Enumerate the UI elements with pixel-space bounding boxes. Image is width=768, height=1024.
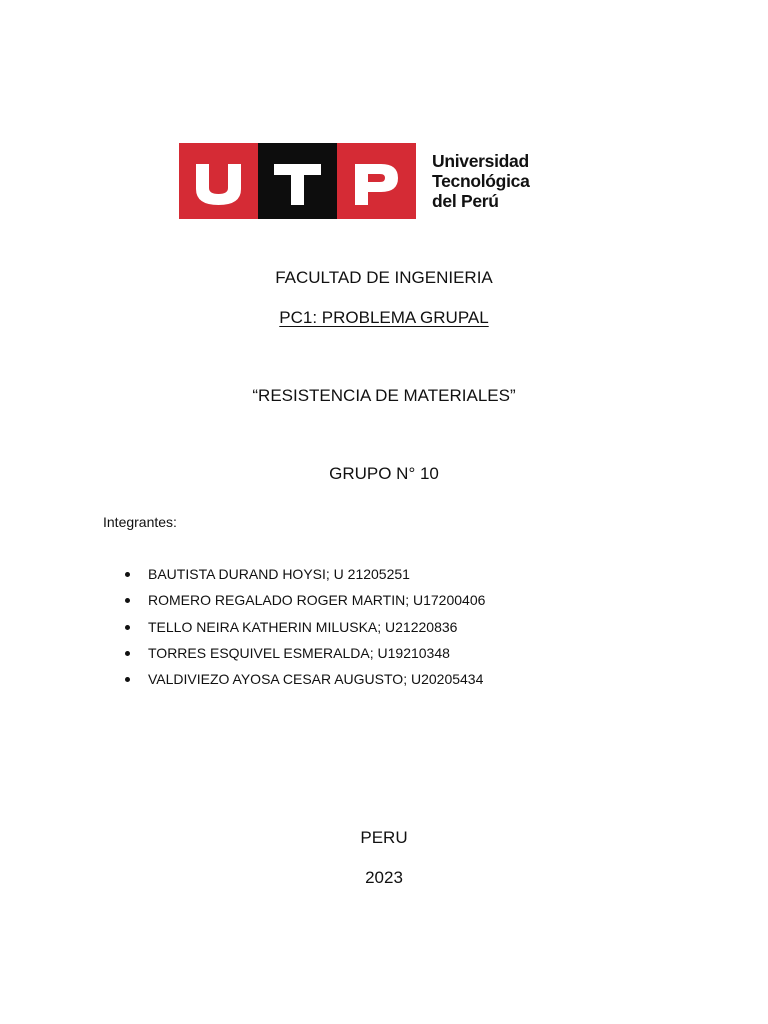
members-list [120,565,485,696]
member-name: ROMERO REGALADO ROGER MARTIN; U17200406 [148,592,486,609]
list-item [120,565,485,591]
list-item [120,591,485,617]
logo-wordmark-line-1: Universidad [432,151,529,171]
country: PERU [360,828,408,847]
logo-letter-t [258,143,337,219]
list-item [120,644,485,670]
members-label: Integrantes: [103,514,177,530]
member-name: BAUTISTA DURAND HOYSI; U 21205251 [148,566,410,582]
bullet-icon [125,572,130,577]
assignment-title [0,308,768,328]
logo-letter-p [337,143,416,219]
bullet-icon [125,677,130,682]
letter-t-glyph [258,143,337,219]
member-name: VALDIVIEZO AYOSA CESAR AUGUSTO; U20205434 [148,671,484,688]
letter-u-glyph [179,143,258,219]
list-item [120,670,485,696]
member-name: TELLO NEIRA KATHERIN MILUSKA; U21220836 [148,618,458,635]
letter-p-glyph [337,143,416,219]
logo-letter-u [179,143,258,219]
list-item [120,618,485,644]
member-name: TORRES ESQUIVEL ESMERALDA; U19210348 [148,644,450,661]
logo-wordmark-line-3: del Perú [432,191,499,211]
year: 2023 [365,868,403,887]
faculty-title: FACULTAD DE INGENIERIA [275,268,493,287]
bullet-icon [125,651,130,656]
group-title: GRUPO N° 10 [329,464,439,483]
bullet-icon [125,625,130,630]
logo-wordmark [432,151,549,211]
logo-wordmark-line-2: Tecnológica [432,171,530,191]
bullet-icon [125,598,130,603]
utp-logo [179,143,549,219]
course-title: “RESISTENCIA DE MATERIALES” [252,386,516,405]
assignment-title-text: PC1: PROBLEMA GRUPAL [279,308,489,327]
